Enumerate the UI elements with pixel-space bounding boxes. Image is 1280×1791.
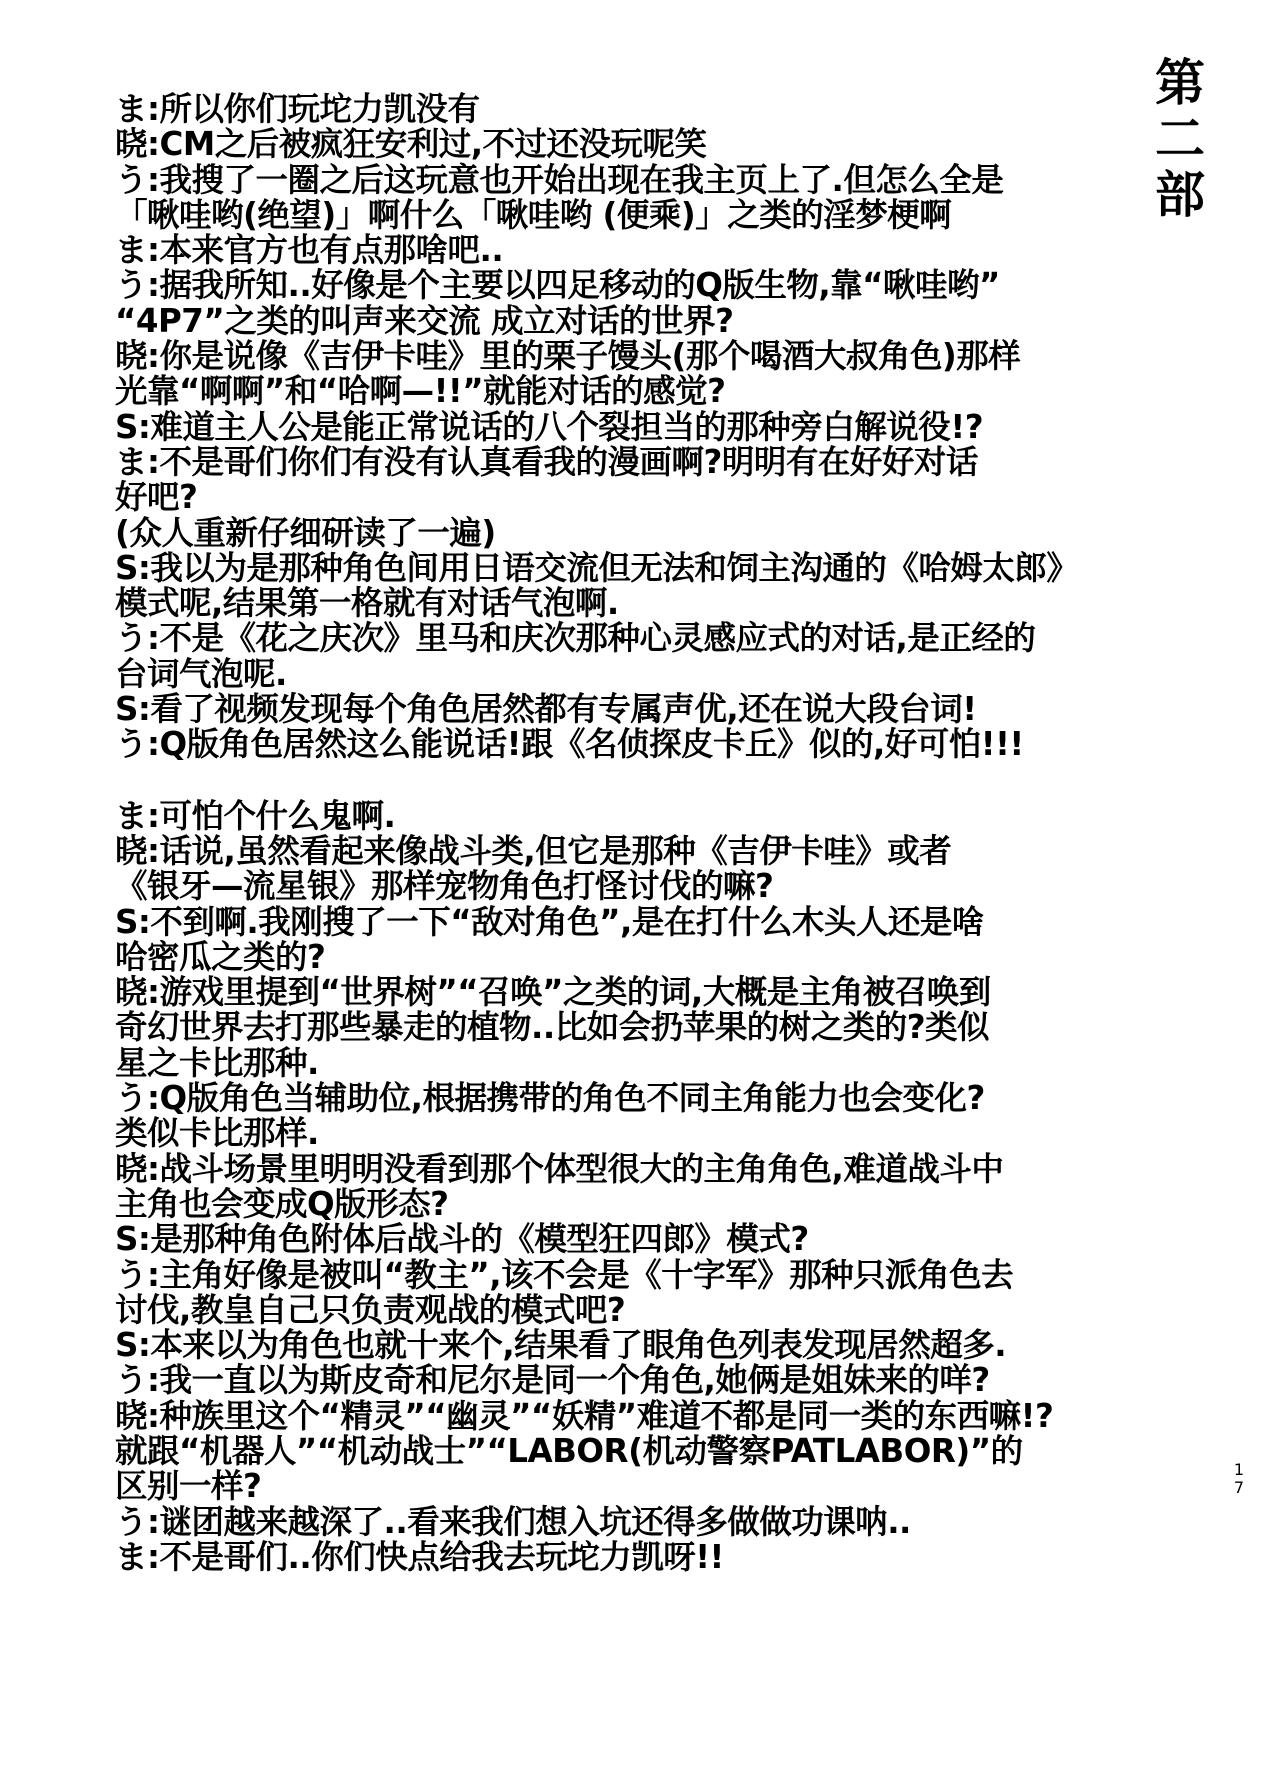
dialogue-line: ま:所以你们玩坨力凯没有 [115, 90, 480, 128]
dialogue-line: う:Q版角色居然这么能说话!跟《名侦探皮卡丘》似的,好可怕!!! [115, 725, 1024, 764]
dialogue-line: う:我一直以为斯皮奇和尼尔是同一个角色,她俩是姐妹来的咩? [115, 1361, 990, 1400]
part-title-char: 部 [1155, 166, 1205, 224]
part-title [1140, 55, 1220, 223]
dialogue-line: ま:不是哥们你们有没有认真看我的漫画啊?明明有在好好对话 [115, 442, 978, 481]
dialogue-line: 星之卡比那种. [115, 1043, 319, 1082]
dialogue-line: う:主角好像是被叫“教主”,该不会是《十字军》那种只派角色去 [115, 1255, 1014, 1294]
dialogue-line: 《银牙—流星银》那样宠物角色打怪讨伐的嘛? [115, 867, 774, 906]
dialogue-line: 讨伐,教皇自己只负责观战的模式吧? [115, 1290, 626, 1329]
dialogue-line: 晓:游戏里提到“世界树”“召唤”之类的词,大概是主角被召唤到 [115, 973, 991, 1012]
page-number [1232, 1461, 1246, 1497]
dialogue-line: ま:不是哥们..你们快点给我去玩坨力凯呀!! [115, 1537, 724, 1576]
dialogue-text [115, 92, 1145, 1575]
dialogue-line: 模式呢,结果第一格就有对话气泡啊. [115, 584, 619, 623]
dialogue-line: 「啾哇哟(绝望)」啊什么「啾哇哟 (便乘)」之类的淫梦梗啊 [115, 195, 952, 234]
dialogue-line: 哈密瓜之类的? [115, 937, 326, 976]
dialogue-line: 类似卡比那样. [115, 1114, 319, 1153]
dialogue-line: S:看了视频发现每个角色居然都有专属声优,还在说大段台词! [115, 690, 977, 729]
dialogue-line: 奇幻世界去打那些暴走的植物..比如会扔苹果的树之类的?类似 [115, 1008, 990, 1047]
dialogue-line: ま:可怕个什么鬼啊. [115, 796, 396, 835]
dialogue-line: 主角也会变成Q版形态? [115, 1184, 449, 1223]
dialogue-line: S:难道主人公是能正常说话的八个裂担当的那种旁白解说役!? [115, 407, 984, 446]
dialogue-line: S:是那种角色附体后战斗的《模型狂四郎》模式? [115, 1220, 809, 1259]
dialogue-line: 晓:种族里这个“精灵”“幽灵”“妖精”难道不都是同一类的东西嘛!? [115, 1396, 1054, 1435]
dialogue-line: 晓:战斗场景里明明没看到那个体型很大的主角角色,难道战斗中 [115, 1149, 1004, 1188]
dialogue-line: う:据我所知..好像是个主要以四足移动的Q版生物,靠“啾哇哟” [115, 266, 1000, 305]
dialogue-line: 晓:你是说像《吉伊卡哇》里的栗子馒头(那个喝酒大叔角色)那样 [115, 337, 1021, 376]
part-title-char: 第 [1155, 54, 1205, 112]
paragraph-gap [115, 763, 1145, 799]
dialogue-line: 晓:CM之后被疯狂安利过,不过还没玩呢笑 [115, 125, 707, 164]
dialogue-line: 光靠“啊啊”和“哈啊—!!”就能对话的感觉? [115, 372, 726, 411]
dialogue-line: S:不到啊.我刚搜了一下“敌对角色”,是在打什么木头人还是啥 [115, 902, 984, 941]
dialogue-line: 台词气泡呢. [115, 654, 287, 693]
dialogue-line: (众人重新仔细研读了一遍) [115, 513, 496, 552]
dialogue-line: “4P7”之类的叫声来交流 成立对话的世界? [115, 301, 734, 340]
dialogue-line: S:我以为是那种角色间用日语交流但无法和饲主沟通的《哈姆太郎》 [115, 548, 1079, 587]
page-number-digit: 1 [1233, 1460, 1245, 1479]
dialogue-line: う:不是《花之庆次》里马和庆次那种心灵感应式的对话,是正经的 [115, 619, 1036, 658]
part-title-char: 二 [1155, 110, 1205, 168]
dialogue-line: S:本来以为角色也就十来个,结果看了眼角色列表发现居然超多. [115, 1326, 1007, 1365]
dialogue-line: 晓:话说,虽然看起来像战斗类,但它是那种《吉伊卡哇》或者 [115, 831, 952, 870]
page-number-digit: 7 [1233, 1478, 1245, 1497]
dialogue-line: 就跟“机器人”“机动战士”“LABOR(机动警察PATLABOR)”的 [115, 1431, 1023, 1470]
dialogue-line: 好吧? [115, 478, 198, 517]
dialogue-line: 区别一样? [115, 1467, 262, 1506]
dialogue-line: う:谜团越来越深了..看来我们想入坑还得多做做功课呐.. [115, 1502, 911, 1541]
dialogue-line: う:我搜了一圈之后这玩意也开始出现在我主页上了.但怎么全是 [115, 160, 1004, 199]
dialogue-line: う:Q版角色当辅助位,根据携带的角色不同主角能力也会变化? [115, 1079, 985, 1118]
dialogue-line: ま:本来官方也有点那啥吧.. [115, 231, 504, 270]
